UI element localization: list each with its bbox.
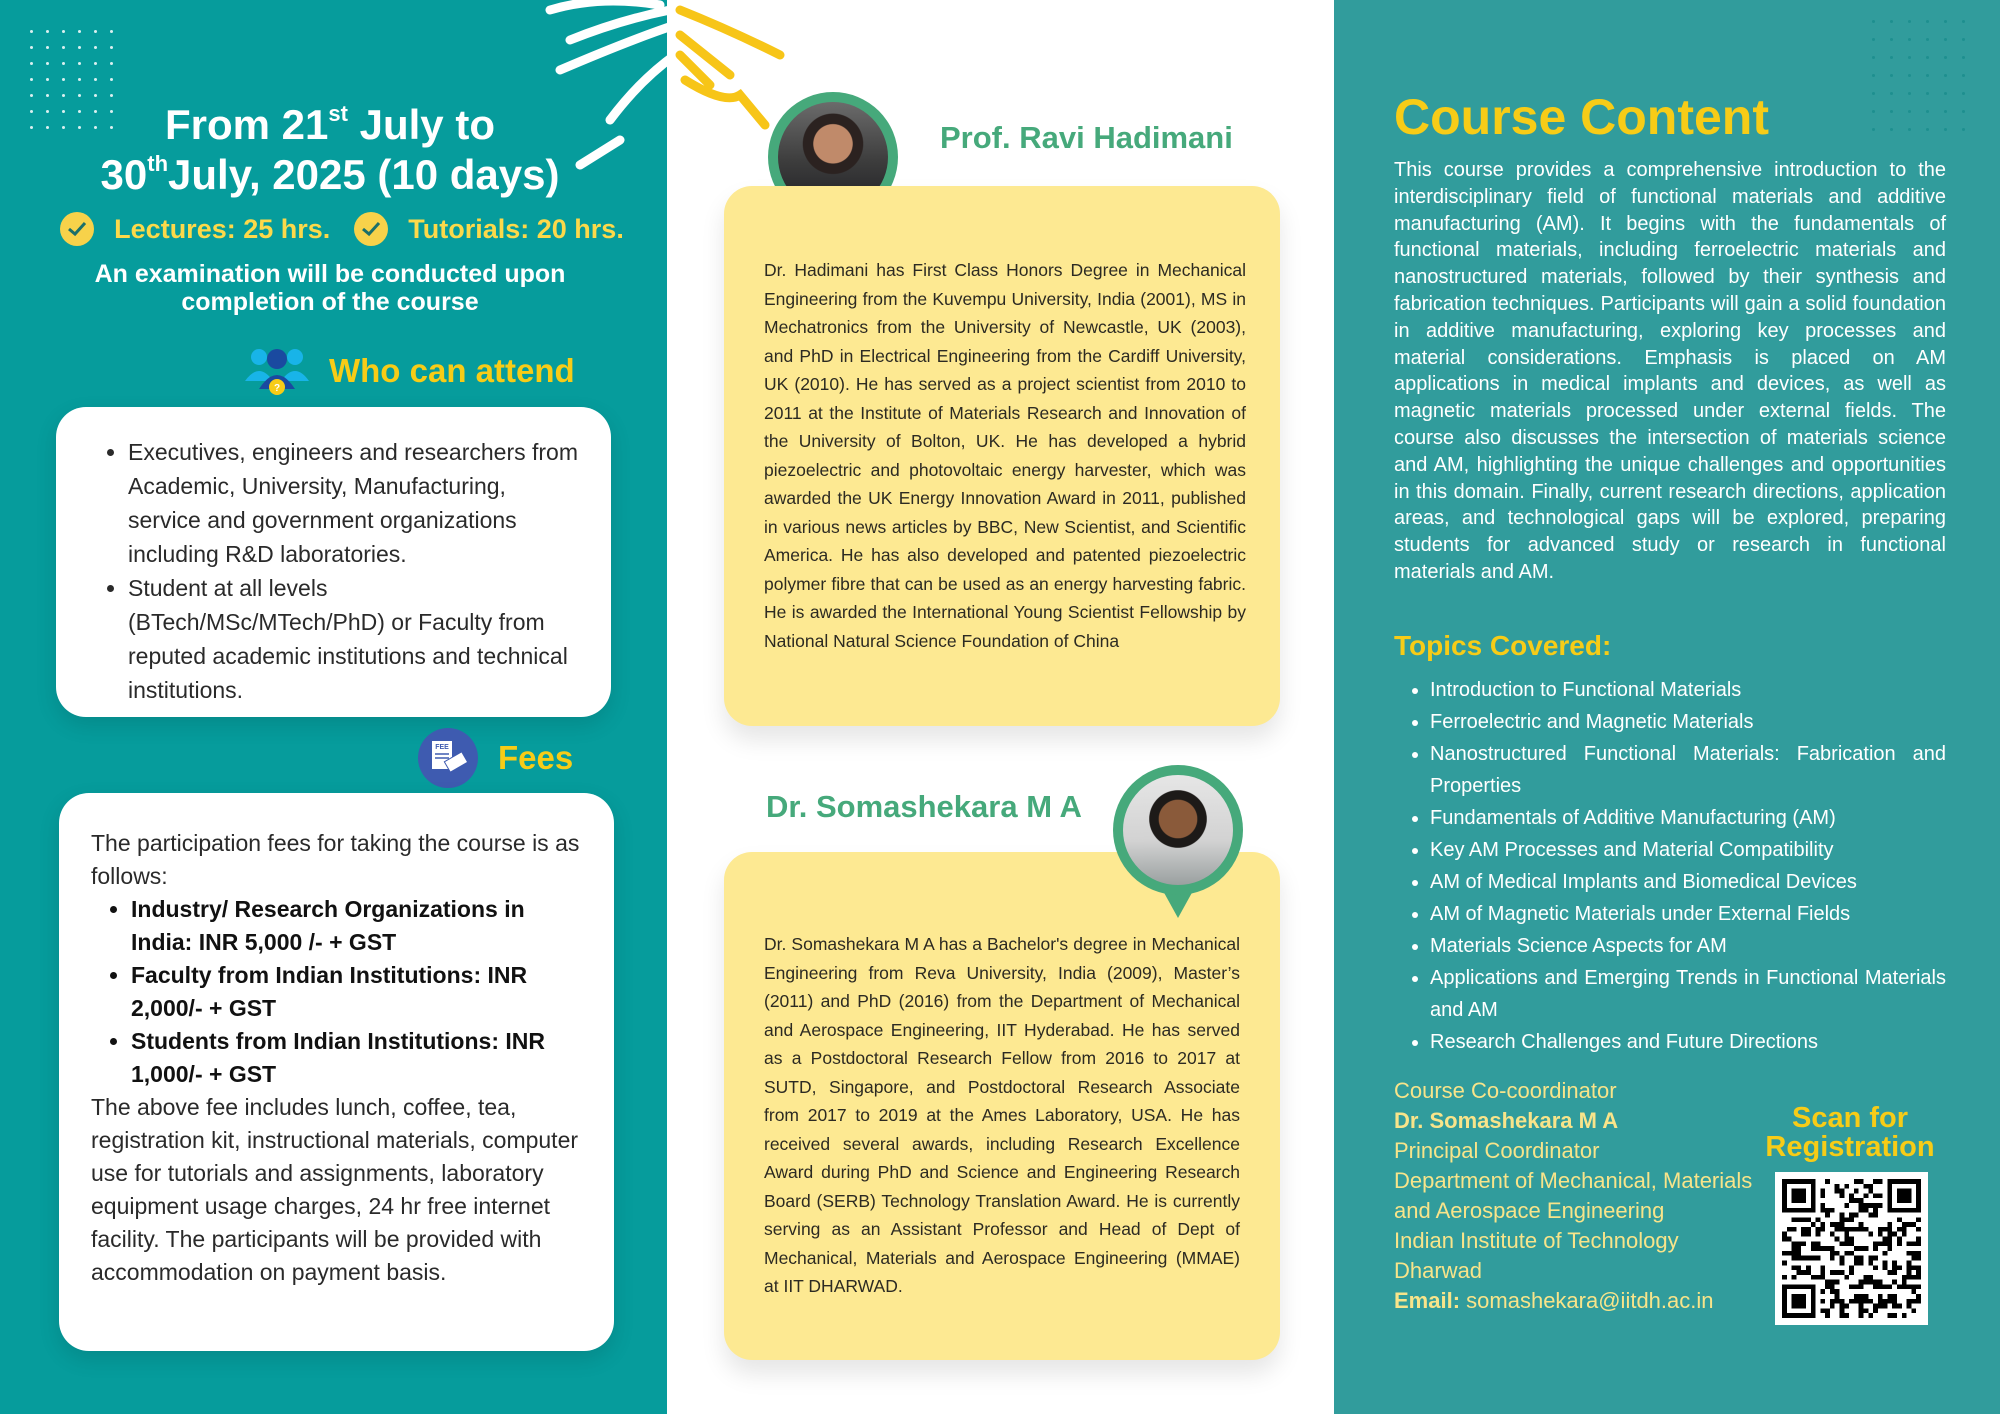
dot	[78, 78, 81, 81]
dot	[1944, 92, 1947, 95]
dot	[110, 62, 113, 65]
dot	[46, 62, 49, 65]
dot	[1872, 56, 1875, 59]
topic-item: • Ferroelectric and Magnetic Materials	[1430, 706, 1946, 738]
registration-qr-code[interactable]	[1775, 1172, 1928, 1325]
topics-list	[1394, 674, 1946, 1058]
dot	[1872, 38, 1875, 41]
dot	[30, 30, 33, 33]
svg-text:FEE: FEE	[435, 744, 449, 751]
dot	[62, 94, 65, 97]
dot	[1926, 56, 1929, 59]
dot	[94, 78, 97, 81]
date-end-text: 30	[100, 151, 148, 198]
dot	[1890, 56, 1893, 59]
fees-note: The above fee includes lunch, coffee, tea, registration kit, instructional materials, computer use for tutorials and assignments, laboratory equipment usage charges, 24 hr free internet facility. The participants will be provided with accommodation on payment basis.	[91, 1094, 579, 1285]
check-circle-icon	[60, 212, 94, 246]
dot	[1962, 38, 1965, 41]
dot	[1908, 92, 1911, 95]
dot	[62, 30, 65, 33]
topic-item: • Materials Science Aspects for AM	[1430, 930, 1946, 962]
date-start-suffix: st	[328, 101, 348, 126]
dot	[1962, 74, 1965, 77]
dot	[1926, 92, 1929, 95]
coordinator-info	[1394, 1076, 1754, 1316]
course-content-title: Course Content	[1394, 89, 1769, 145]
course-dates	[60, 100, 600, 200]
dot	[62, 46, 65, 49]
coordinator-co-role: Course Co-coordinator	[1394, 1078, 1617, 1103]
dot	[1890, 38, 1893, 41]
dot	[46, 78, 49, 81]
dot	[1926, 74, 1929, 77]
dot	[110, 30, 113, 33]
topic-item: • AM of Magnetic Materials under External Fields	[1430, 898, 1946, 930]
topic-item: • Research Challenges and Future Directions	[1430, 1026, 1946, 1058]
dot	[78, 46, 81, 49]
dot	[1908, 38, 1911, 41]
topic-item: • Key AM Processes and Material Compatibility	[1430, 834, 1946, 866]
dot	[62, 62, 65, 65]
date-start-rest: July to	[347, 101, 495, 148]
hours-row	[45, 212, 625, 246]
dot	[1944, 56, 1947, 59]
speaker-bio-card	[724, 852, 1280, 1360]
dot	[78, 94, 81, 97]
dot	[1944, 74, 1947, 77]
svg-text:?: ?	[273, 383, 281, 394]
dot	[1926, 38, 1929, 41]
dot	[30, 110, 33, 113]
dot	[46, 126, 49, 129]
email-label: Email:	[1394, 1288, 1461, 1313]
dot	[1926, 128, 1929, 131]
fees-intro: The participation fees for taking the course is as follows:	[91, 830, 580, 889]
topic-item: • Nanostructured Functional Materials: Fabrication and Properties	[1430, 738, 1946, 802]
course-description: This course provides a comprehensive introduction to the interdisciplinary field of functional materials and additive manufacturing (AM). It begins with the fundamentals of functional materials, including ferroelectric materials and nanostructured materials, followed by their synthesis and fabrication techniques. Participants will gain a solid foundation in additive manufacturing, exploring key processes and material considerations. Emphasis is placed on AM applications in medical implants and devices, as well as magnetic materials processed under external fields. The course also discusses the intersection of materials science and AM, highlighting the unique challenges and opportunities in this domain. Finally, current research directions, application areas, and technological gaps will be explored, preparing students for advanced study or research in functional materials and AM.	[1394, 159, 1946, 583]
qr-code-icon	[1782, 1179, 1921, 1318]
coordinator-email[interactable]: somashekara@iitdh.ac.in	[1466, 1288, 1714, 1313]
speaker-name: Prof. Ravi Hadimani	[940, 120, 1233, 155]
scan-label: Scan for Registration	[1765, 1102, 1935, 1163]
dot	[46, 46, 49, 49]
coordinator-department: Department of Mechanical, Materials and Aerospace Engineering	[1394, 1168, 1753, 1223]
coordinator-name: Dr. Somashekara M A	[1394, 1108, 1619, 1133]
dot	[1908, 20, 1911, 23]
dot	[30, 62, 33, 65]
dot	[1962, 20, 1965, 23]
speaker-bio: Dr. Hadimani has First Class Honors Degree in Mechanical Engineering from the Kuvempu University, India (2001), MS in Mechatronics from the University of Newcastle, UK (2003), and PhD in Electrical Engineering from the Cardiff University, UK (2010). He has served as a project scientist from 2010 to 2011 at the Institute of Materials Research and Innovation of the University of Bolton, UK. He has developed a hybrid piezoelectric and photovoltaic energy harvester, which was awarded the UK Energy Innovation Award in 2011, published in various news articles by BBC, New Scientist, and Scientific America. He has also developed and patented piezoelectric polymer fibre that can be used as an energy harvesting fabric. He is awarded the International Young Scientist Fellowship by National Natural Science Foundation of China	[764, 260, 1246, 651]
attendee-item: • Student at all levels (BTech/MSc/MTech/PhD) or Faculty from reputed academic institutions and technical institutions.	[128, 571, 581, 707]
topic-item: • Introduction to Functional Materials	[1430, 674, 1946, 706]
dot	[46, 110, 49, 113]
dot	[30, 94, 33, 97]
dot	[1872, 110, 1875, 113]
fees-heading	[418, 728, 573, 788]
fees-heading-text: Fees	[498, 739, 574, 776]
topic-item: • Applications and Emerging Trends in Functional Materials and AM	[1430, 962, 1946, 1026]
speaker-photo-pin	[1113, 765, 1243, 925]
dot	[30, 46, 33, 49]
fee-item: • Faculty from Indian Institutions: INR 2,000/- + GST	[131, 959, 584, 1025]
dot	[1944, 110, 1947, 113]
dot	[1926, 110, 1929, 113]
who-can-attend-heading	[245, 345, 575, 397]
dot	[62, 78, 65, 81]
dot	[94, 94, 97, 97]
fees-list	[91, 893, 584, 1091]
dot	[1962, 128, 1965, 131]
dot	[1944, 128, 1947, 131]
dot	[78, 30, 81, 33]
dot	[110, 46, 113, 49]
dot	[1908, 56, 1911, 59]
speaker-photo	[1123, 775, 1233, 885]
dot	[1890, 92, 1893, 95]
check-circle-icon	[354, 212, 388, 246]
people-group-icon	[245, 345, 309, 397]
topic-item: • AM of Medical Implants and Biomedical Devices	[1430, 866, 1946, 898]
topics-title: Topics Covered:	[1394, 630, 1612, 661]
dot	[94, 30, 97, 33]
dot-grid-decoration	[1872, 20, 1980, 146]
who-can-attend-card	[56, 407, 611, 717]
left-panel	[0, 0, 667, 1414]
speaker-name: Dr. Somashekara M A	[766, 789, 1082, 824]
dot	[46, 94, 49, 97]
dot	[1962, 110, 1965, 113]
fees-card	[59, 793, 614, 1351]
dot	[1872, 20, 1875, 23]
dot	[1908, 110, 1911, 113]
dot	[46, 30, 49, 33]
dot	[30, 126, 33, 129]
coordinator-role: Principal Coordinator	[1394, 1138, 1600, 1163]
tutorials-hours: Tutorials: 20 hrs.	[408, 213, 624, 244]
dot	[1926, 20, 1929, 23]
who-list	[98, 435, 581, 707]
dot	[1962, 56, 1965, 59]
fee-item: • Students from Indian Institutions: INR 1,000/- + GST	[131, 1025, 584, 1091]
dot	[1872, 92, 1875, 95]
dot	[1908, 128, 1911, 131]
who-heading-text: Who can attend	[329, 352, 575, 389]
dot	[1890, 110, 1893, 113]
fee-document-icon	[418, 728, 478, 788]
dot	[110, 78, 113, 81]
dot	[1944, 20, 1947, 23]
dot	[30, 78, 33, 81]
dot	[1872, 74, 1875, 77]
lectures-hours: Lectures: 25 hrs.	[114, 213, 331, 244]
dot	[78, 62, 81, 65]
dot	[1890, 74, 1893, 77]
date-end-rest: July, 2025 (10 days)	[168, 151, 560, 198]
speaker-bio: Dr. Somashekara M A has a Bachelor's degree in Mechanical Engineering from Reva University, India (2009), Master’s (2011) and PhD (2016) from the Department of Mechanical and Aerospace Engineering, IIT Hyderabad. He has served as a Postdoctoral Research Fellow from 2016 to 2017 at SUTD, Singapore, and Postdoctoral Research Associate from 2017 to 2019 at the Ames Laboratory, USA. He has received several awards, including Research Excellence Award during PhD and Science and Engineering Research Board (SERB) Technology Translation Award. He is currently serving as an Assistant Professor and Head of Dept of Mechanical, Materials and Aerospace Engineering (MMAE) at IIT DHARWAD.	[764, 934, 1240, 1296]
dot	[1872, 128, 1875, 131]
dot	[110, 94, 113, 97]
date-start-text: From 21	[165, 101, 329, 148]
dot	[94, 46, 97, 49]
date-end-suffix: th	[147, 151, 169, 176]
dot	[1890, 128, 1893, 131]
dot	[94, 62, 97, 65]
dot	[1944, 38, 1947, 41]
exam-note: An examination will be conducted upon completion of the course	[94, 260, 566, 316]
speaker-bio-card	[724, 186, 1280, 726]
dot	[1908, 74, 1911, 77]
coordinator-institute: Indian Institute of Technology Dharwad	[1394, 1228, 1679, 1283]
attendee-item: • Executives, engineers and researchers from Academic, University, Manufacturing, service and government organizations including R&D laboratories.	[128, 435, 581, 571]
topic-item: • Fundamentals of Additive Manufacturing (AM)	[1430, 802, 1946, 834]
dot	[1890, 20, 1893, 23]
dot	[1962, 92, 1965, 95]
fee-item: • Industry/ Research Organizations in India: INR 5,000 /- + GST	[131, 893, 584, 959]
